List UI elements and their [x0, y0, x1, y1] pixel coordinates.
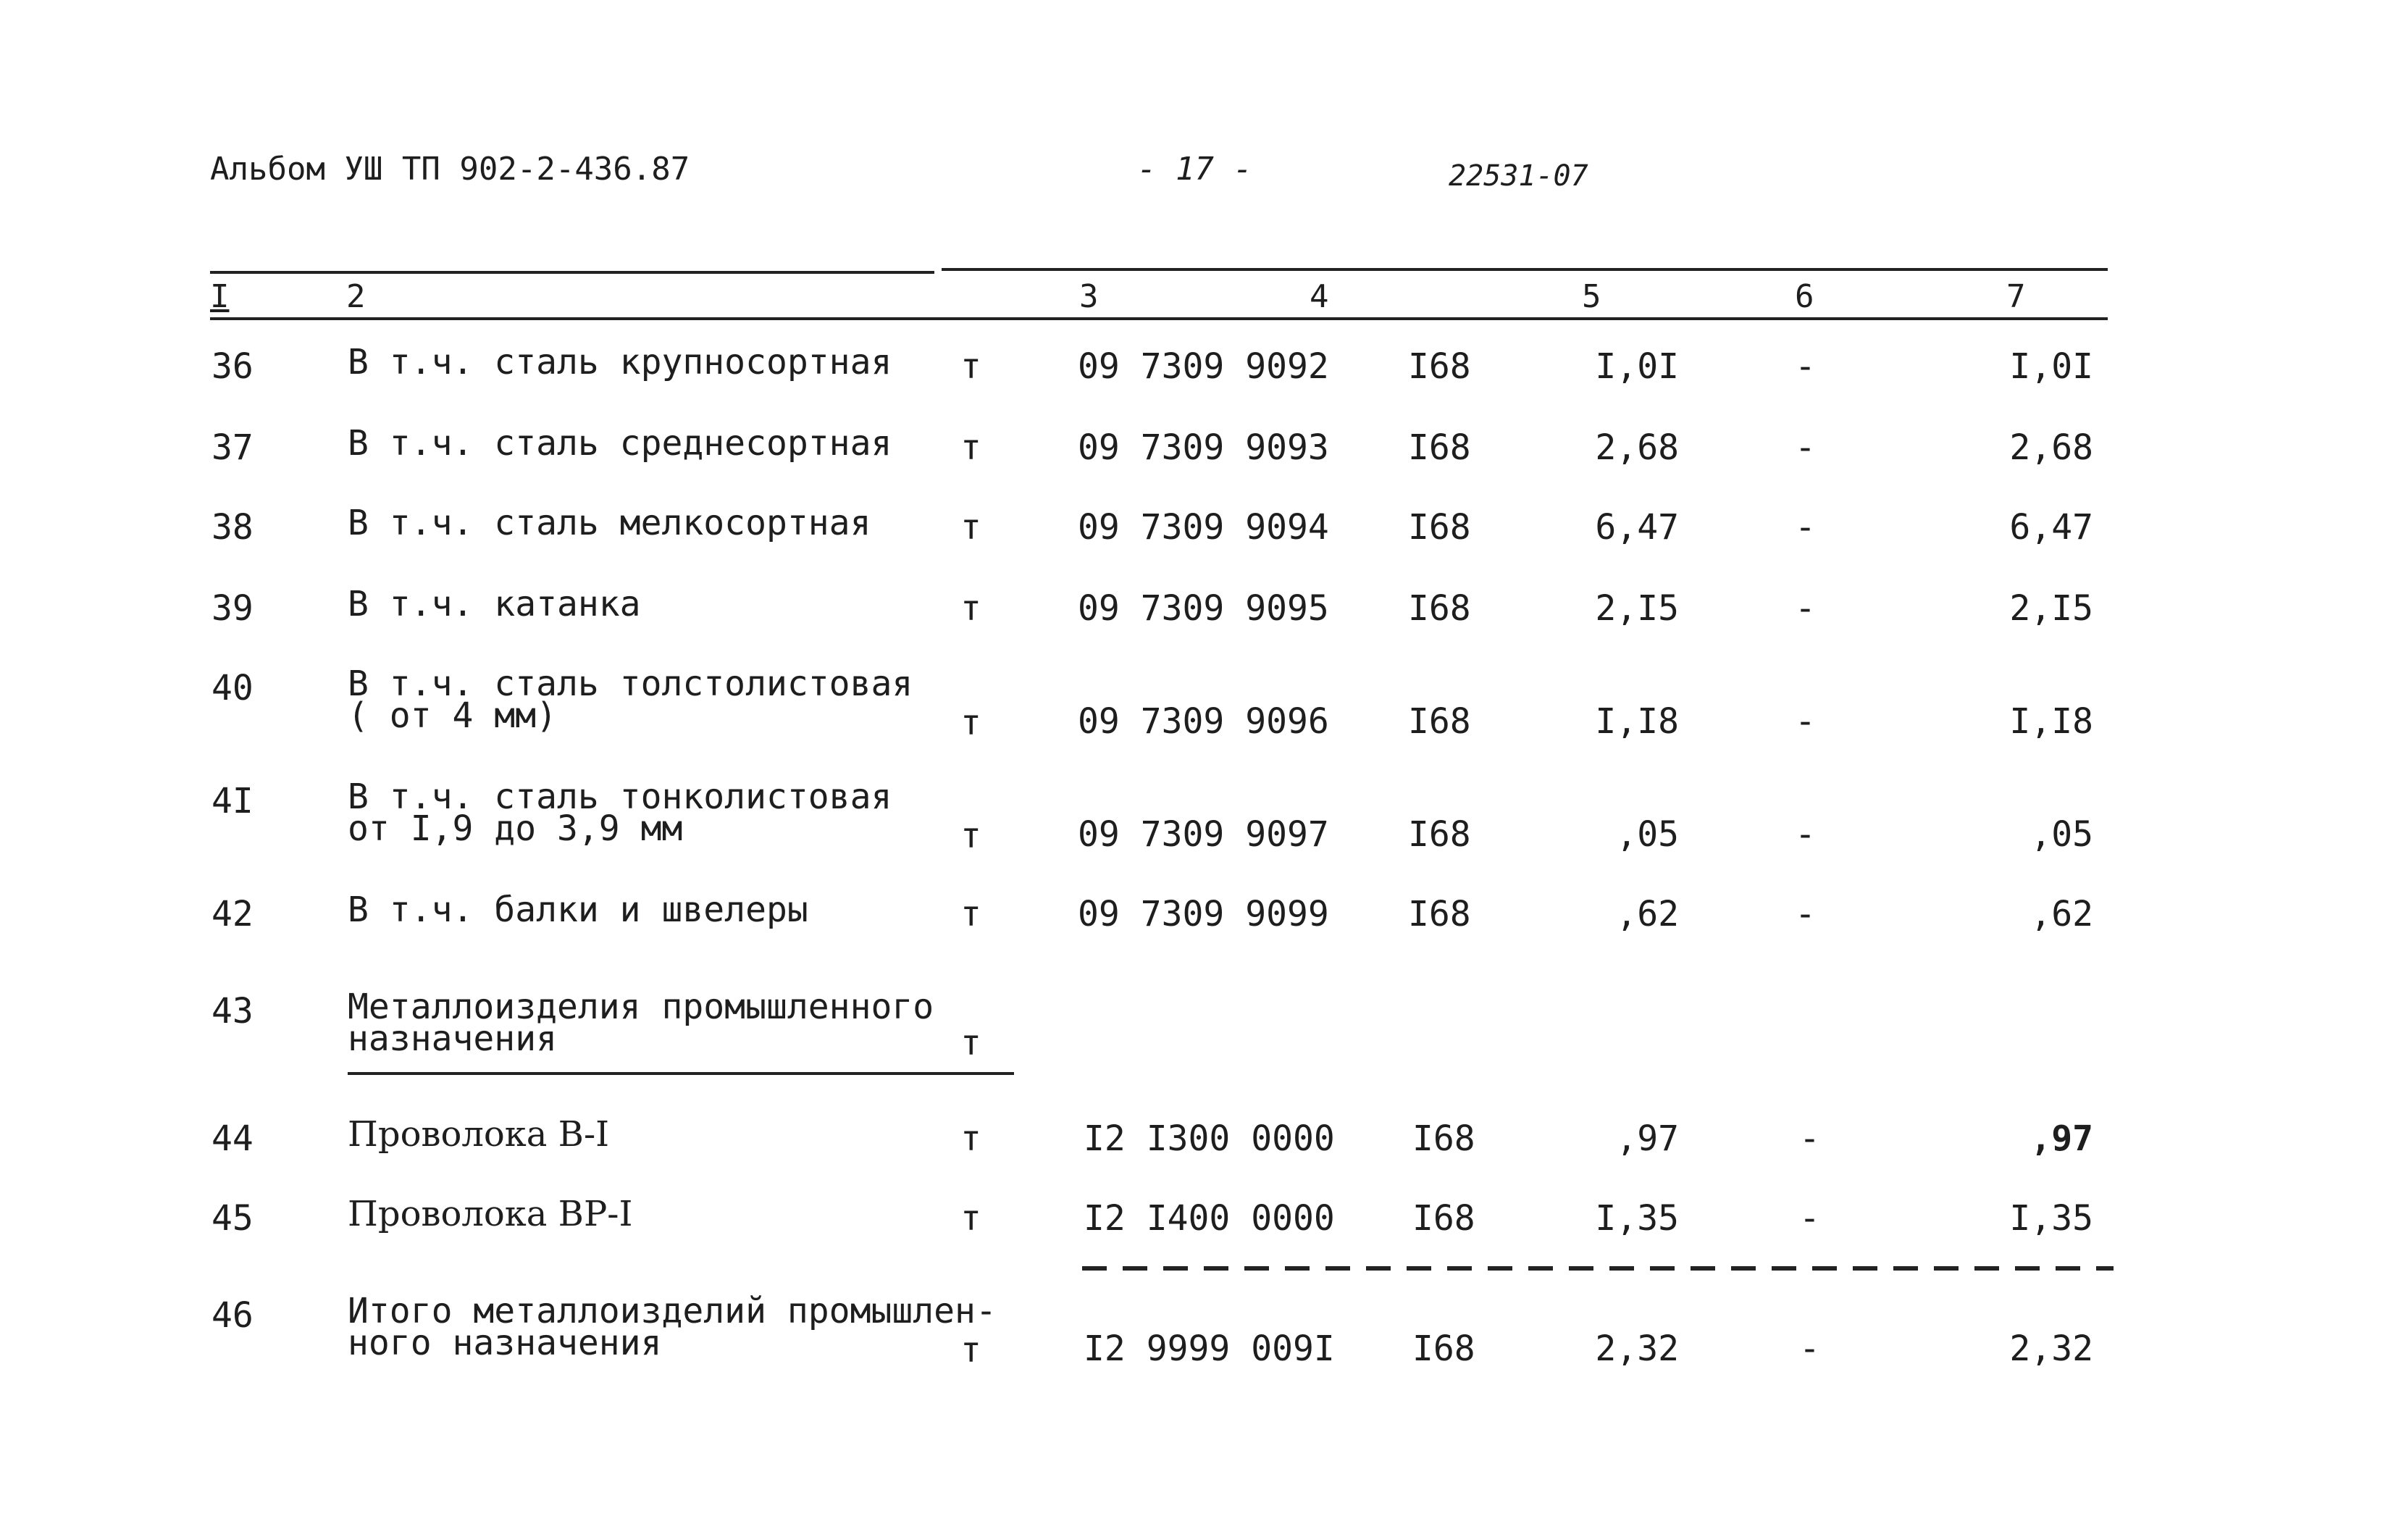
product-code: I2 I400 0000	[1084, 1198, 1335, 1239]
item-name: В т.ч. сталь крупносортная	[348, 342, 892, 382]
value-col5: 2,32	[1595, 1328, 1679, 1369]
col-num-5: 5	[1582, 278, 1601, 315]
unit: т	[960, 346, 981, 387]
item-name: В т.ч. катанка	[348, 584, 641, 624]
unit: т	[960, 703, 981, 743]
code-168: I68	[1408, 588, 1471, 629]
product-code: 09 7309 9095	[1078, 588, 1329, 629]
value-col7: I,I8	[2009, 701, 2093, 742]
code-168: I68	[1412, 1198, 1475, 1239]
unit: т	[960, 1023, 981, 1063]
value-col5: ,97	[1616, 1118, 1679, 1159]
item-name: В т.ч. сталь мелкосортная	[348, 503, 871, 543]
col-num-4: 4	[1310, 278, 1329, 315]
item-name: Итого металлоизделий промышлен- ного назначения	[348, 1291, 997, 1363]
value-col6: -	[1795, 894, 1816, 934]
item-name: В т.ч. сталь тонколистовая от I,9 до 3,9 мм	[348, 777, 892, 849]
value-col5: ,62	[1616, 894, 1679, 934]
unit: т	[960, 427, 981, 468]
row-number: 36	[211, 346, 254, 387]
product-code: 09 7309 9097	[1078, 814, 1329, 855]
value-col5: I,35	[1595, 1198, 1679, 1239]
value-col6: -	[1795, 346, 1816, 387]
code-168: I68	[1408, 427, 1471, 468]
row-number: 37	[211, 427, 254, 468]
code-168: I68	[1408, 346, 1471, 387]
code-168: I68	[1412, 1328, 1475, 1369]
value-col6: -	[1799, 1118, 1820, 1159]
value-col7: I,35	[2009, 1198, 2093, 1239]
value-col7: ,97	[2030, 1118, 2093, 1159]
table-top-rule-right	[942, 268, 2108, 271]
item-name: В т.ч. сталь среднесортная	[348, 423, 892, 464]
value-col5: ,05	[1616, 814, 1679, 855]
code-168: I68	[1408, 701, 1471, 742]
unit: т	[960, 816, 981, 856]
dashed-separator	[1082, 1266, 2114, 1271]
code-168: I68	[1412, 1118, 1475, 1159]
product-code: 09 7309 9092	[1078, 346, 1329, 387]
section-underline	[348, 1072, 1014, 1075]
value-col5: 2,68	[1595, 427, 1679, 468]
item-name: Металлоизделия промышленного назначения	[348, 987, 934, 1059]
unit: т	[960, 1198, 981, 1239]
value-col6: -	[1799, 1198, 1820, 1239]
value-col7: ,05	[2030, 814, 2093, 855]
unit: т	[960, 1118, 981, 1159]
value-col7: 2,I5	[2009, 588, 2093, 629]
unit: т	[960, 507, 981, 548]
value-col7: ,62	[2030, 894, 2093, 934]
product-code: 09 7309 9093	[1078, 427, 1329, 468]
row-number: 40	[211, 668, 254, 708]
row-number: 46	[211, 1295, 254, 1336]
product-code: 09 7309 9099	[1078, 894, 1329, 934]
value-col6: -	[1795, 507, 1816, 548]
value-col6: -	[1795, 814, 1816, 855]
value-col7: 2,68	[2009, 427, 2093, 468]
table-top-rule-left	[210, 271, 934, 274]
value-col5: I,I8	[1595, 701, 1679, 742]
value-col5: 2,I5	[1595, 588, 1679, 629]
album-title: Альбом УШ ТП 902-2-436.87	[210, 151, 690, 188]
value-col5: I,0I	[1595, 346, 1679, 387]
col-num-2: 2	[346, 278, 366, 315]
unit: т	[960, 1330, 981, 1370]
value-col7: I,0I	[2009, 346, 2093, 387]
col-num-3: 3	[1079, 278, 1099, 315]
item-name: Проволока ВР-I	[348, 1194, 633, 1234]
row-number: 44	[211, 1118, 254, 1159]
row-number: 38	[211, 507, 254, 548]
item-name: В т.ч. сталь толстолистовая ( от 4 мм)	[348, 664, 913, 736]
row-number: 43	[211, 991, 254, 1031]
code-168: I68	[1408, 814, 1471, 855]
col-num-6: 6	[1795, 278, 1814, 315]
code-168: I68	[1408, 507, 1471, 548]
product-code: 09 7309 9094	[1078, 507, 1329, 548]
value-col5: 6,47	[1595, 507, 1679, 548]
header-bottom-rule	[210, 317, 2108, 320]
page-number: - 17 -	[1137, 151, 1252, 188]
value-col6: -	[1795, 427, 1816, 468]
product-code: I2 9999 009I	[1084, 1328, 1335, 1369]
item-name: Проволока В-I	[348, 1114, 610, 1155]
value-col6: -	[1799, 1328, 1820, 1369]
unit: т	[960, 894, 981, 934]
value-col7: 6,47	[2009, 507, 2093, 548]
product-code: I2 I300 0000	[1084, 1118, 1335, 1159]
row-number: 4I	[211, 781, 254, 821]
row-number: 39	[211, 588, 254, 629]
unit: т	[960, 588, 981, 629]
value-col6: -	[1795, 701, 1816, 742]
product-code: 09 7309 9096	[1078, 701, 1329, 742]
value-col6: -	[1795, 588, 1816, 629]
col-num-7: 7	[2006, 278, 2026, 315]
item-name: В т.ч. балки и швелеры	[348, 890, 808, 930]
document-number: 22531-07	[1449, 159, 1588, 193]
row-number: 45	[211, 1198, 254, 1239]
row-number: 42	[211, 894, 254, 934]
col-num-1: I	[210, 278, 230, 315]
value-col7: 2,32	[2009, 1328, 2093, 1369]
code-168: I68	[1408, 894, 1471, 934]
